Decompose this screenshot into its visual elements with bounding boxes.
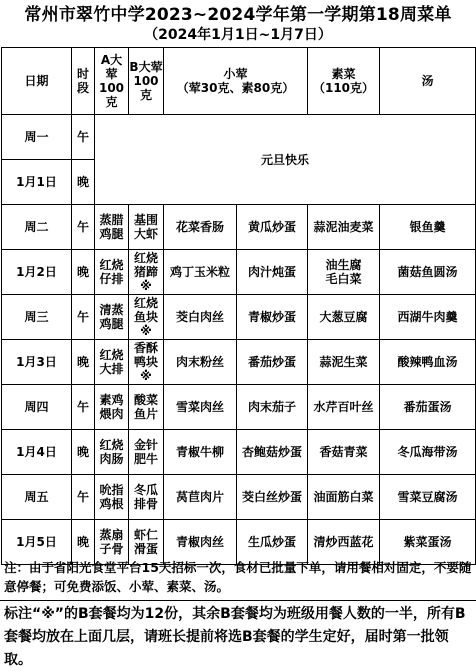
day-cell: 周四 [2, 385, 72, 430]
period-cell: 晚 [72, 520, 95, 565]
veg-cell: 香菇青菜 [308, 430, 380, 475]
period-cell: 晚 [72, 340, 95, 385]
veg-cell: 蒜泥生菜 [308, 340, 380, 385]
a-meat-cell: 蒸扇子骨 [95, 520, 129, 565]
day-cell: 1月1日 [2, 160, 72, 205]
b-meat-cell: 基围大虾 [129, 205, 164, 250]
header-small-meat-note: （荤30克、素80克） [176, 81, 295, 95]
header-soup: 汤 [380, 48, 476, 115]
a-meat-cell: 红烧仔排 [95, 250, 129, 295]
day-cell: 1月5日 [2, 520, 72, 565]
holiday-cell: 元旦快乐 [95, 115, 476, 205]
day-cell: 1月4日 [2, 430, 72, 475]
table-row [2, 250, 476, 295]
period-cell: 晚 [72, 430, 95, 475]
footnote-ordering: 注：由于省阳光食堂平台15天招标一次，食材已批量下单，请用餐相对固定，不要随意停餐；可免费添饭、小荤、素菜、汤。 [4, 560, 472, 594]
table-row [2, 205, 476, 250]
table-row [2, 115, 476, 160]
table-row [2, 295, 476, 340]
header-a-meat: A大荤100克 [95, 48, 129, 115]
table-row [2, 340, 476, 385]
small-meat-cell-2: 黄瓜炒蛋 [237, 205, 308, 250]
a-meat-cell: 红烧肉肠 [95, 430, 129, 475]
small-meat-cell: 花菜香肠 [164, 205, 237, 250]
day-cell: 周二 [2, 205, 72, 250]
b-meat-cell: 香酥鸭块※ [129, 340, 164, 385]
day-cell: 周五 [2, 475, 72, 520]
period-cell: 午 [72, 475, 95, 520]
header-row [2, 48, 476, 115]
a-meat-cell: 蒸腊鸡腿 [95, 205, 129, 250]
header-veg-note: （110克） [312, 81, 375, 95]
b-meat-cell: 酸菜鱼片 [129, 385, 164, 430]
small-meat-cell-2: 肉末茄子 [237, 385, 308, 430]
veg-cell: 水芹百叶丝 [308, 385, 380, 430]
b-meat-cell: 冬瓜排骨 [129, 475, 164, 520]
period-cell: 午 [72, 295, 95, 340]
soup-cell: 冬瓜海带汤 [380, 430, 476, 475]
header-veg-label: 素菜 [331, 67, 356, 81]
soup-cell: 酸辣鸭血汤 [380, 340, 476, 385]
day-cell: 1月3日 [2, 340, 72, 385]
period-cell: 晚 [72, 160, 95, 205]
header-small-meat [164, 48, 308, 115]
period-cell: 午 [72, 205, 95, 250]
small-meat-cell: 茭白肉丝 [164, 295, 237, 340]
b-meat-cell: 金针肥牛 [129, 430, 164, 475]
soup-cell: 雪菜豆腐汤 [380, 475, 476, 520]
b-meat-cell: 虾仁滑蛋 [129, 520, 164, 565]
table-row [2, 430, 476, 475]
divider [0, 600, 476, 601]
day-cell: 周三 [2, 295, 72, 340]
small-meat-cell: 青椒肉丝 [164, 520, 237, 565]
veg-cell: 大葱豆腐 [308, 295, 380, 340]
veg-cell: 清炒西蓝花 [308, 520, 380, 565]
soup-cell: 紫菜蛋汤 [380, 520, 476, 565]
a-meat-cell: 吮指鸡根 [95, 475, 129, 520]
small-meat-cell: 肉末粉丝 [164, 340, 237, 385]
small-meat-cell-2: 青椒炒蛋 [237, 295, 308, 340]
a-meat-cell: 清蒸鸡腿 [95, 295, 129, 340]
b-meat-cell: 红烧猪蹄※ [129, 250, 164, 295]
small-meat-cell: 莴苣肉片 [164, 475, 237, 520]
header-veg [308, 48, 380, 115]
soup-cell: 银鱼羹 [380, 205, 476, 250]
small-meat-cell-2: 番茄炒蛋 [237, 340, 308, 385]
period-cell: 晚 [72, 250, 95, 295]
period-cell: 午 [72, 115, 95, 160]
veg-cell: 蒜泥油麦菜 [308, 205, 380, 250]
header-period: 时段 [72, 48, 95, 115]
page-title: 常州市翠竹中学2023~2024学年第一学期第18周菜单 [24, 5, 452, 25]
page-subtitle: （2024年1月1日~1月7日） [144, 27, 332, 43]
header-small-meat-label: 小荤 [223, 67, 248, 81]
small-meat-cell-2: 生瓜炒蛋 [237, 520, 308, 565]
a-meat-cell: 红烧大排 [95, 340, 129, 385]
small-meat-cell: 鸡丁玉米粒 [164, 250, 237, 295]
period-cell: 午 [72, 385, 95, 430]
day-cell: 周一 [2, 115, 72, 160]
small-meat-cell: 雪菜肉丝 [164, 385, 237, 430]
soup-cell: 西湖牛肉羹 [380, 295, 476, 340]
header-b-meat: B大荤100克 [129, 48, 164, 115]
day-cell: 1月2日 [2, 250, 72, 295]
menu-table [1, 47, 476, 565]
header-date: 日期 [2, 48, 72, 115]
b-meat-cell: 红烧鱼块※ [129, 295, 164, 340]
table-row [2, 475, 476, 520]
veg-cell: 油生腐毛白菜 [308, 250, 380, 295]
soup-cell: 菌菇鱼圆汤 [380, 250, 476, 295]
a-meat-cell: 素鸡煨肉 [95, 385, 129, 430]
small-meat-cell-2: 肉汁炖蛋 [237, 250, 308, 295]
table-row [2, 385, 476, 430]
small-meat-cell-2: 茭白丝炒蛋 [237, 475, 308, 520]
footnote-b-meal: 标注“※”的B套餐均为12份，其余B套餐均为班级用餐人数的一半，所有B套餐均放在上面几层，请班长提前将选B套餐的学生定好，届时第一批领取。 [4, 606, 466, 668]
soup-cell: 番茄蛋汤 [380, 385, 476, 430]
veg-cell: 油面筋白菜 [308, 475, 380, 520]
small-meat-cell: 青椒牛柳 [164, 430, 237, 475]
small-meat-cell-2: 杏鲍菇炒蛋 [237, 430, 308, 475]
